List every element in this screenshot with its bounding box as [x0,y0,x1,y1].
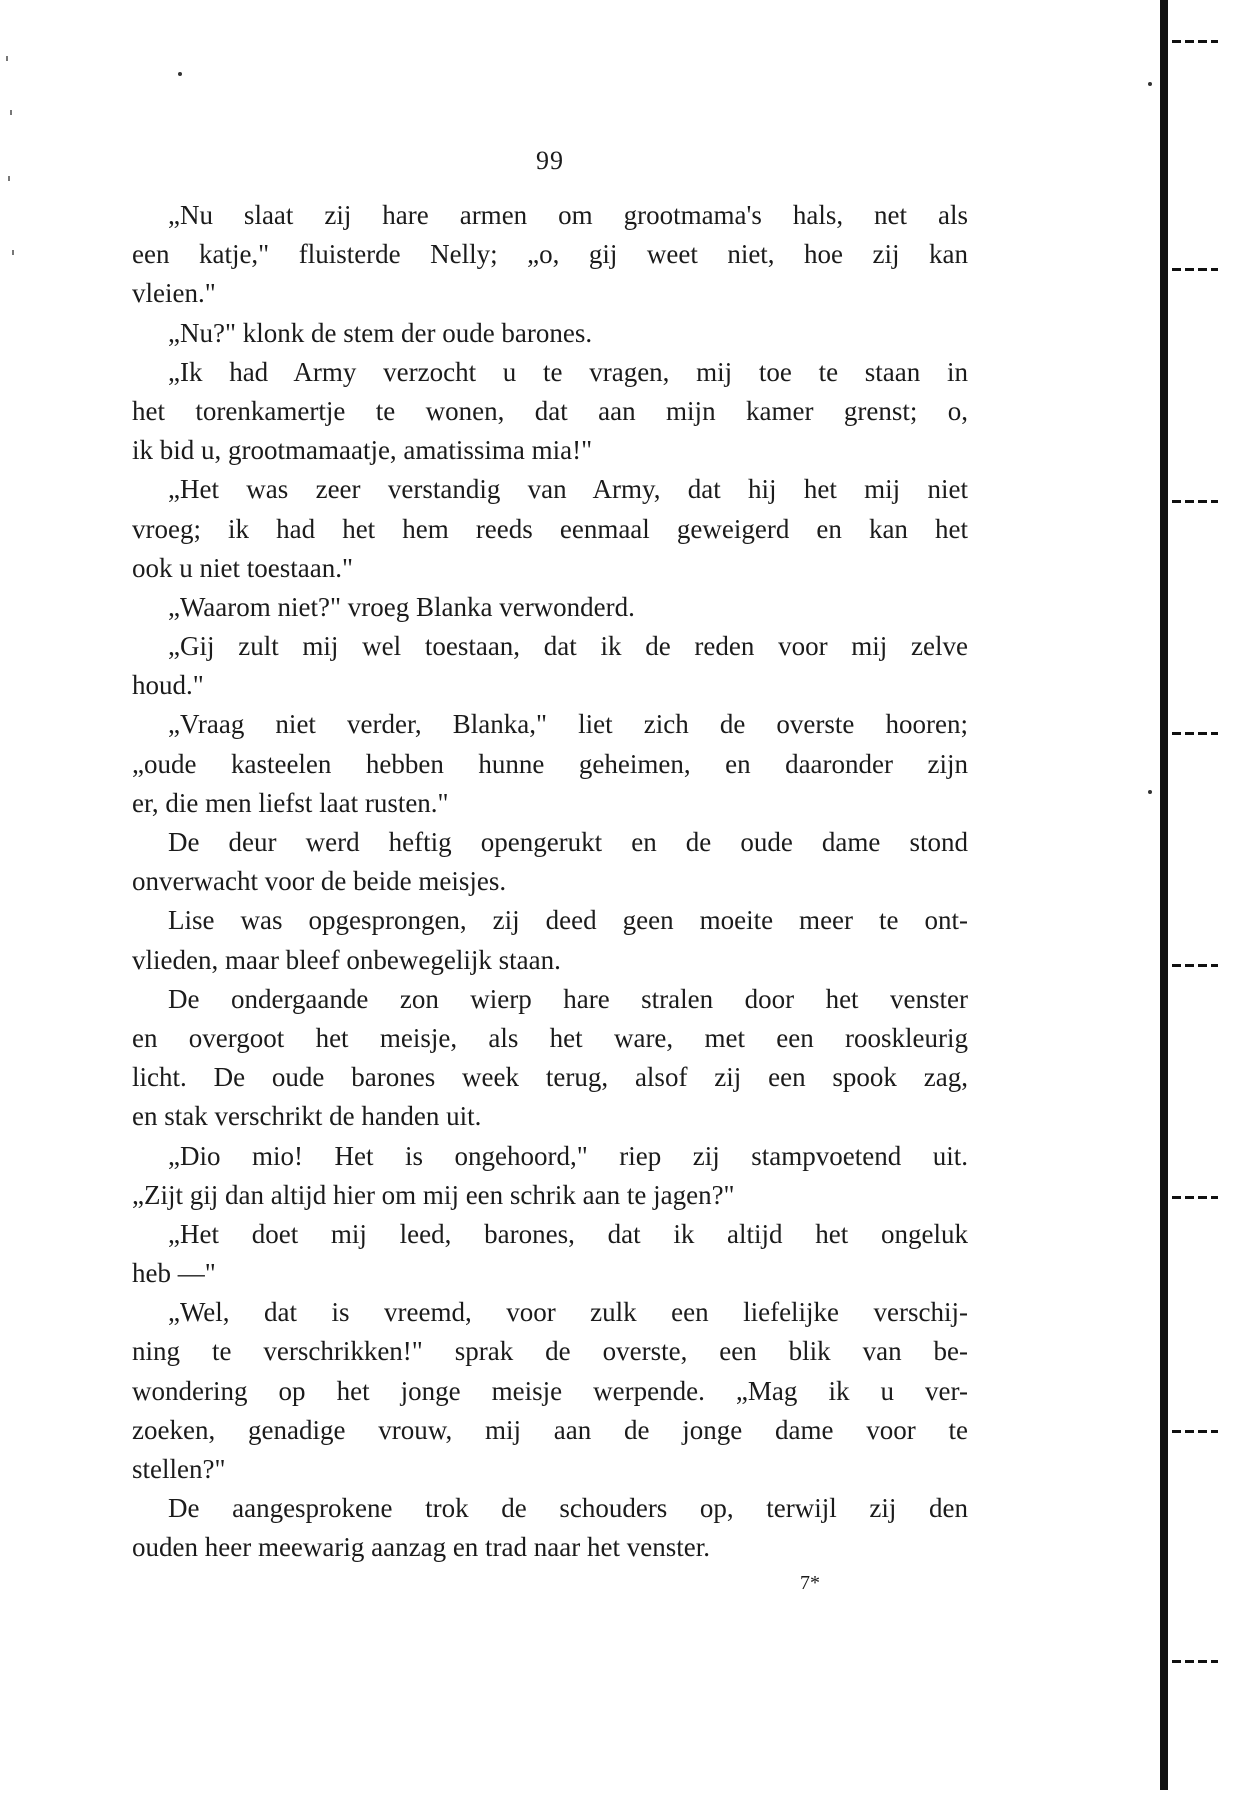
text-line: De deur werd heftig opengerukt en de oude dame stond [168,827,968,857]
text-line: er, die men liefst laat rusten." [132,787,449,818]
text-line: stellen?" [132,1454,226,1484]
text-line: zoeken, genadige vrouw, mij aan de jonge dame voor te [132,1414,968,1445]
text-line: houd." [132,670,204,701]
scan-edge-tick [1172,732,1218,735]
text-line: De ondergaande zon wierp hare stralen door het venster [168,983,968,1014]
text-line: ouden heer meewarig aanzag en trad naar het venster. [132,1532,710,1563]
text-line: wondering op het jonge meisje werpende. „Mag ik u ver- [132,1375,968,1406]
text-line: ik bid u, grootmamaatje, amatissima mia!" [132,435,593,466]
text-line: vlieden, maar bleef onbewegelijk staan. [132,944,561,975]
text-line: „Dio mio! Het is ongehoord," riep zij stampvoetend uit. [168,1140,968,1171]
scan-edge-tick [1172,500,1218,503]
scan-edge-tick [1172,1660,1218,1663]
text-line: heb —" [132,1258,216,1289]
scan-dot [178,72,182,76]
text-line: ning te verschrikken!" sprak de overste, een blik van be- [132,1336,968,1367]
text-line: „Vraag niet verder, Blanka," liet zich de overste hooren; [168,709,968,740]
text-line: een katje," fluisterde Nelly; „o, gij weet niet, hoe zij kan [132,239,968,270]
text-line: en stak verschrikt de handen uit. [132,1101,482,1132]
scan-dot [1148,790,1152,794]
text-line: „Nu slaat zij hare armen om grootmama's hals, net als [168,200,968,230]
text-line: onverwacht voor de beide meisjes. [132,866,507,897]
text-line: vroeg; ik had het hem reeds eenmaal geweigerd en kan het [132,513,968,544]
text-line: „Nu?" klonk de stem der oude barones. [168,317,593,348]
scan-edge-tick [1172,964,1218,967]
text-line: „oude kasteelen hebben hunne geheimen, en daaronder zijn [132,748,968,779]
text-line: licht. De oude barones week terug, alsof zij een spook zag, [132,1062,968,1093]
scan-edge-tick [1172,268,1218,271]
scan-dot [1148,82,1152,86]
page-number: 99 [536,146,564,175]
scan-edge-tick [1172,1430,1218,1433]
scan-speck [8,176,10,181]
text-line: „Zijt gij dan altijd hier om mij een schrik aan te jagen?" [132,1179,735,1210]
scan-edge-tick [1172,40,1218,43]
text-line: en overgoot het meisje, als het ware, met een rooskleurig [132,1022,968,1053]
scan-edge-bar [1160,0,1168,1790]
scan-speck [6,56,8,61]
text-line: „Wel, dat is vreemd, voor zulk een liefelijke verschij- [168,1297,968,1328]
text-line: De aangesprokene trok de schouders op, terwijl zij den [168,1493,968,1524]
text-line: het torenkamertje te wonen, dat aan mijn kamer grenst; o, [132,395,968,426]
text-line: „Waarom niet?" vroeg Blanka verwonderd. [168,591,635,622]
text-line: „Het was zeer verstandig van Army, dat hij het mij niet [168,474,968,505]
text-line: ook u niet toestaan." [132,552,353,583]
scan-speck [12,250,14,255]
printer-signature-mark: 7* [800,1572,820,1594]
scan-edge-tick [1172,1196,1218,1199]
text-line: „Het doet mij leed, barones, dat ik altijd het ongeluk [168,1218,968,1249]
text-line: Lise was opgesprongen, zij deed geen moeite meer te ont- [168,905,968,936]
text-line: „Gij zult mij wel toestaan, dat ik de reden voor mij zelve [168,631,968,662]
scan-speck [10,110,12,115]
text-line: vleien." [132,278,216,309]
text-line: „Ik had Army verzocht u te vragen, mij toe te staan in [168,356,968,387]
body-text [132,196,968,1568]
